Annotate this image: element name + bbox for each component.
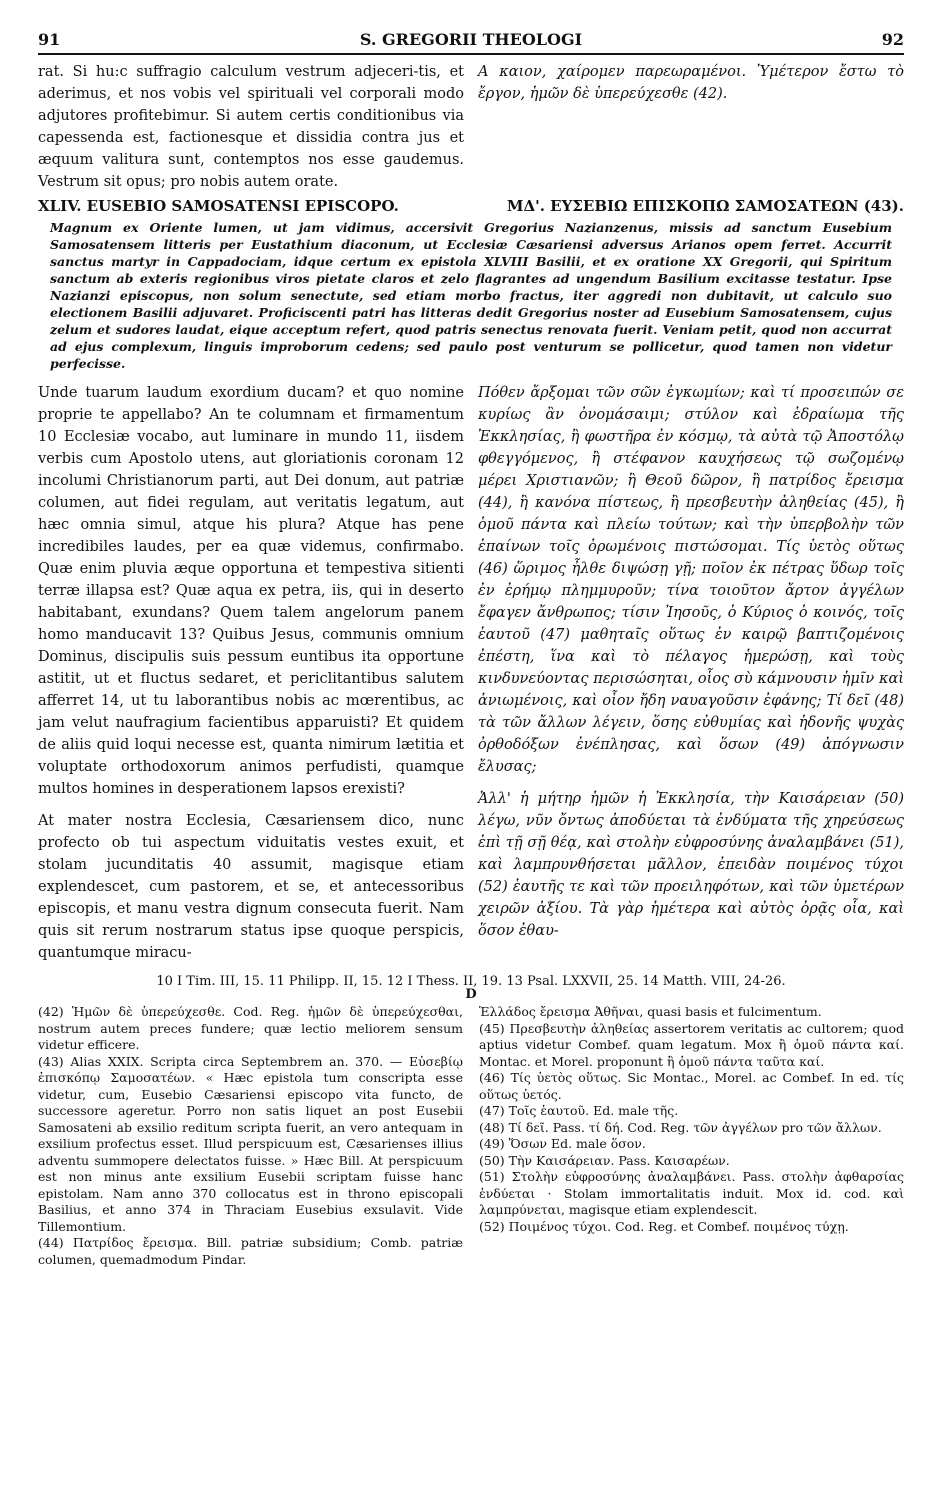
greek-paragraph: Πόθεν ἄρξομαι τῶν σῶν ἐγκωμίων; καὶ τί προσειπών σε κυρίως ἂν ὀνομάσαιμι; στύλον καὶ ἑδραίωμα τῆς Ἐκκλησίας, ἢ φωστῆρα ἐν κόσμῳ, τὰ αὐτὰ τῷ Ἀποστόλῳ φθεγγόμενος, ἢ στέφανον καυχήσεως τῷ σωζομένῳ μέρει Χριστιανῶν; ἢ Θεοῦ δῶρον, ἢ πατρίδος ἔρεισμα (44), ἢ κανόνα πίστεως, ἢ πρεσβευτὴν ἀληθείας (45), ἢ ὁμοῦ πάντα καὶ πλείω τούτων; καὶ τὴν ὑπερβολὴν τῶν ἐπαίνων τοῖς ὁρωμένοις πιστώσομαι. Τίς ὑετὸς οὕτως (46) ὥριμος ἦλθε διψώσῃ γῇ; ποῖον ἐκ πέτρας ὕδωρ τοῖς ἐν ἐρήμῳ πλημμυροῦν; τίνα τοιοῦτον ἄρτον ἀγγέλων ἔφαγεν ἄνθρωπος; τίσιν Ἰησοῦς, ὁ Κύριος ὁ κοινός, τοῖς ἑαυτοῦ (47) μαθηταῖς οὕτως ἐν καιρῷ βαπτιζομένοις ἐπέστη, ἵνα καὶ τὸ πέλαγος ἡμερώσῃ, καὶ τοὺς κινδυνεύοντας περισώσηται, οἷος σὺ κάμνουσιν ἡμῖν καὶ ἀνιωμένοις, καὶ οἷον ἤδη ναυαγοῦσιν ἐφάνης; Τί δεῖ (48) τὰ τῶν ἄλλων λέγειν, ὅσης εὐθυμίας καὶ ἡδονῆς ψυχὰς ὀρθοδόξων ἐνέπλησας, καὶ ὅσων (49) ἀπόγνωσιν ἔλυσας; [478, 385, 904, 775]
letter-titles [38, 197, 904, 215]
running-title: S. GREGORII THEOLOGI [359, 30, 583, 49]
latin-column [38, 382, 464, 964]
letter-title-greek: ΜΔ'. ΕΥΣΕΒΙΩ ΕΠΙΣΚΟΠΩ ΣΑΜΟΣΑΤΕΩΝ (43). [506, 197, 904, 215]
intro-text [38, 61, 904, 193]
page [38, 30, 904, 1268]
footnote: (50) Τὴν Καισάρειαν. Pass. Καισαρέων. [479, 1152, 730, 1168]
greek-paragraph: Ἀλλ' ἡ μήτηρ ἡμῶν ἡ Ἐκκλησία, τὴν Καισάρειαν (50) λέγω, νῦν ὄντως ἀποδύεται τὰ ἐνδύματα τῆς χηρεύσεως ἐπὶ τῇ σῇ θέᾳ, καὶ στολὴν εὐφροσύνης ἀναλαμβάνει (51), καὶ λαμπρυνθήσεται μᾶλλον, ἐπειδὰν ποιμένος τύχοι (52) ἑαυτῆς τε καὶ τῶν προειληφότων, καὶ τῶν ὑμετέρων χειρῶν ἀξίου. Τὰ γὰρ ἡμέτερα καὶ αὐτὸς ὁρᾷς οἷα, καὶ ὅσον ἐθαυ- [478, 791, 904, 939]
footnote: (49) Ὅσων Ed. male ὅσον. [479, 1136, 646, 1151]
intro-latin: rat. Si hu:c suffragio calculum vestrum adjeceri-tis, et aderimus, et nos vobis vel spirituali vel corporali modo adjutores profitebimur. Si autem certis conditionibus via capessenda est, factionesque et dissidia contra jus et æquum valitura sunt, contemptos nos esse gaudemus. Vestrum sit opus; pro nobis autem orate. [38, 64, 464, 190]
footnote: (51) Στολὴν εὐφροσύνης ἀναλαμβάνει. Pass. στολὴν ἀφθαρσίας ἐνδύεται · Stolam immortalitatis induit. Mox id. cod. καὶ λαμπρύνεται, magisque etiam explendescit. [479, 1169, 904, 1217]
letter-summary: Magnum ex Oriente lumen, ut jam vidimus, accersivit Gregorius Nazianzenus, missis ad sanctum Eusebium Samosatensem litteris per Eustathium diaconum, ut Ecclesiæ Cæsariensi adversus Arianos opem ferret. Accurrit sanctus martyr in Cappadociam, idque certum ex epistola XLVIII Basilii, et ex oratione XX Gregorii, qui Spiritum sanctum ab exteris regionibus viros pietate claros et zelo flagrantes ad ungendum Basilium excitasse testatur. Ipse Nazianzi episcopus, non solum senectute, sed etiam morbo fractus, iter aggredi non dubitavit, ut calculo suo electionem Basilii adjuvaret. Proficiscenti patri has litteras dedit Gregorius noster ad Eusebium Samosatensem, cujus zelum et sudores laudat, eique acceptum refert, quod patris senectus renovata fuerit. Veniam petit, quod non accurrat ad ejus complexum, linguis improborum cedens; sed paulo post venturum se pollicetur, quod tamen non videtur perfecisse. [50, 220, 892, 371]
intro-greek: A καιον, χαίρομεν παρεωραμένοι. Ὑμέτερον ἔστω τὸ ἔργον, ἡμῶν δὲ ὑπερεύχεσθε (42). [478, 64, 904, 102]
letter-title-latin: XLIV. EUSEBIO SAMOSATENSI EPISCOPO. [38, 197, 399, 215]
latin-paragraph: At mater nostra Ecclesia, Cæsariensem dico, nunc profecto ob tui aspectum viduitatis vestes exuit, et stolam jucunditatis 40 assumit, magisque etiam explendescet, cum pastorem, et se, et antecessoribus episcopis, et manu vestra dignum consecuta fuerit. Nam quis sit rerum nostrarum status ipse quoque perspicis, quantumque miracu- [38, 813, 464, 961]
footnotes [38, 1004, 904, 1268]
section-marker: D [465, 987, 477, 1002]
footnote: (46) Τίς ὑετὸς οὕτως. Sic Montac., Morel. ac Combef. In ed. τίς οὕτως ὑετός. [479, 1070, 904, 1102]
footnote: (47) Τοῖς ἑαυτοῦ. Ed. male τῆς. [479, 1103, 679, 1118]
footnotes-left [38, 1004, 463, 1268]
footnote: (45) Πρεσβευτὴν ἀληθείας assertorem veritatis ac cultorem; quod aptius videtur Combef. quam legatum. Mox ἢ ὁμοῦ πάντα καί. Montac. et Morel. proponunt ἢ ὁμοῦ πάντα ταῦτα καί. [479, 1020, 904, 1069]
footnote: (48) Τί δεῖ. Pass. τί δή. Cod. Reg. τῶν ἀγγέλων pro τῶν ἄλλων. [479, 1119, 882, 1135]
footnote: (43) Alias XXIX. Scripta circa Septembrem an. 370. — Εὐσεβίῳ ἐπισκόπῳ Σαμοσατέων. « Hæc epistola tum conscripta esse videtur, cum, Eusebio Cæsariensi episcopo vita functo, de successore ageretur. Porro non satis liquet an post Eusebii Samosateni ab exsilio reditum scripta fuerit, an vero antequam in exsilium profectus esset. Illud perspicuum est, Cæsarienses illius adventu summopere delectatos fuisse. » Hæc Bill. At perspicuum est non minus ante exsilium Eusebii scriptam fuisse hanc epistolam. Nam anno 370 collocatus est in throno episcopali Basilius, et anno 374 in Thraciam Eusebius exsulavit. Vide Tillemontium. [38, 1053, 463, 1234]
footnote: (42) Ἡμῶν δὲ ὑπερεύχεσθε. Cod. Reg. ἡμῶν δὲ ὑπερεύχεσθαι, nostrum autem preces fundere; quæ lectio meliorem sensum videtur efficere. [38, 1004, 463, 1052]
footnote: (52) Ποιμένος τύχοι. Cod. Reg. et Combef. ποιμένος τύχῃ. [479, 1218, 849, 1234]
page-number-left: 91 [38, 30, 61, 49]
footnotes-right [479, 1004, 904, 1268]
scripture-references: 10 I Tim. III, 15. 11 Philipp. II, 15. 12 I Thess. II, 19. 13 Psal. LXXVII, 25. 14 Matth. VIII, 24-26. [156, 974, 786, 989]
greek-column [478, 382, 904, 964]
footnote: (44) Πατρίδος ἔρεισμα. Bill. patriæ subsidium; Comb. patriæ columen, quemadmodum Pindar. [38, 1235, 463, 1267]
main-text [38, 382, 904, 964]
page-number-right: 92 [881, 30, 904, 49]
running-header [38, 30, 904, 55]
footnote: Ἑλλάδος ἔρεισμα Ἀθῆναι, quasi basis et fulcimentum. [479, 1004, 822, 1019]
latin-paragraph: Unde tuarum laudum exordium ducam? et quo nomine proprie te appellabo? An te columnam et firmamentum 10 Ecclesiæ vocabo, aut luminare in mundo 11, iisdem verbis cum Apostolo utens, aut gloriationis coronam 12 incolumi Christianorum parti, aut Dei donum, aut patriæ columen, aut fidei regulam, aut veritatis legatum, aut hæc omnia simul, atque his plura? Atque has pene incredibiles laudes, per ea quæ videmus, confirmabo. Quæ enim pluvia æque opportuna et tempestiva sitienti terræ illapsa est? Quæ aqua ex petra, iis, qui in deserto habitabant, exundans? Quem talem angelorum panem homo manducavit 13? Quibus Jesus, communis omnium Dominus, discipulis suis pessum euntibus ita opportune astitit, ut et fluctus sedaret, et periclitantibus salutem afferret 14, ut tu laborantibus nobis ac mœrentibus, ac jam velut naufragium facientibus apparuisti? Et quidem de aliis quid loqui necesse est, quanta nimirum lætitia et voluptate orthodoxorum animos perfudisti, quamque multos homines in desperationem lapsos erexisti? [38, 385, 464, 797]
